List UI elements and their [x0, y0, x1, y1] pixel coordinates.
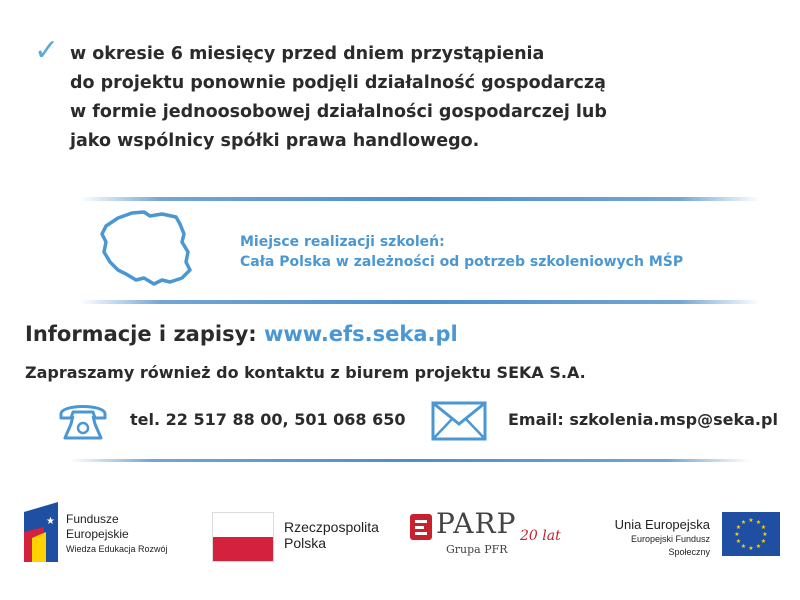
telephone-icon: [57, 398, 109, 444]
divider: [80, 197, 760, 201]
rzeczpospolita-text: [284, 519, 379, 551]
eligibility-line: do projektu ponownie podjęli działalność gospodarczą: [70, 73, 606, 93]
parp-emblem-icon: [410, 514, 432, 540]
poland-map-icon: [96, 208, 196, 292]
svg-text:★: ★: [46, 516, 55, 527]
parp-group: Grupa PFR: [446, 543, 508, 556]
eligibility-line: w formie jednoosobowej działalności gospodarczej lub: [70, 102, 607, 122]
svg-text:★: ★: [755, 543, 762, 550]
info-label: Informacje i zapisy:: [25, 322, 257, 346]
svg-text:★: ★: [760, 538, 767, 545]
ue-line2: Europejski Fundusz Społeczny: [630, 534, 710, 557]
ue-line1: Unia Europejska: [614, 517, 710, 532]
parp-name: PARP: [436, 507, 517, 540]
svg-text:★: ★: [734, 531, 740, 538]
svg-text:★: ★: [740, 543, 747, 550]
divider: [80, 300, 760, 304]
eu-flag-icon: [722, 512, 780, 556]
svg-text:★: ★: [735, 524, 742, 531]
svg-text:★: ★: [755, 519, 762, 526]
fe-line1: Fundusze: [66, 512, 119, 526]
location-label: Miejsce realizacji szkoleń:: [240, 234, 445, 250]
fe-line2: Europejskie: [66, 527, 129, 541]
invite-text: Zapraszamy również do kontaktu z biurem projektu SEKA S.A.: [25, 363, 586, 382]
rp-line2: Polska: [284, 535, 327, 551]
eligibility-line: jako wspólnicy spółki prawa handlowego.: [70, 131, 480, 151]
location-block: [240, 232, 683, 272]
rp-line1: Rzeczpospolita: [284, 519, 379, 535]
email-address[interactable]: Email: szkolenia.msp@seka.pl: [508, 410, 778, 429]
fundusze-europejskie-text: [66, 512, 168, 557]
divider: [70, 459, 750, 462]
parp-anniversary: 20 lat: [520, 528, 561, 544]
eligibility-paragraph: [70, 40, 606, 156]
envelope-icon: [430, 400, 488, 442]
phone-numbers[interactable]: tel. 22 517 88 00, 501 068 650: [130, 410, 406, 429]
svg-text:★: ★: [762, 531, 768, 538]
website-link[interactable]: www.efs.seka.pl: [263, 322, 458, 346]
svg-text:★: ★: [760, 524, 767, 531]
svg-text:★: ★: [735, 538, 742, 545]
svg-text:★: ★: [748, 545, 754, 552]
svg-text:★: ★: [740, 519, 747, 526]
location-value: Cała Polska w zależności od potrzeb szkoleniowych MŚP: [240, 254, 684, 270]
fe-line3: Wiedza Edukacja Rozwój: [66, 544, 168, 554]
eligibility-line: w okresie 6 miesięcy przed dniem przystąpienia: [70, 44, 545, 64]
fundusze-europejskie-logo: [24, 502, 60, 562]
unia-europejska-text: [590, 517, 710, 559]
polish-flag-icon: [212, 512, 274, 562]
svg-text:★: ★: [748, 517, 754, 524]
check-icon: ✓: [34, 33, 60, 68]
info-line: [25, 322, 458, 346]
